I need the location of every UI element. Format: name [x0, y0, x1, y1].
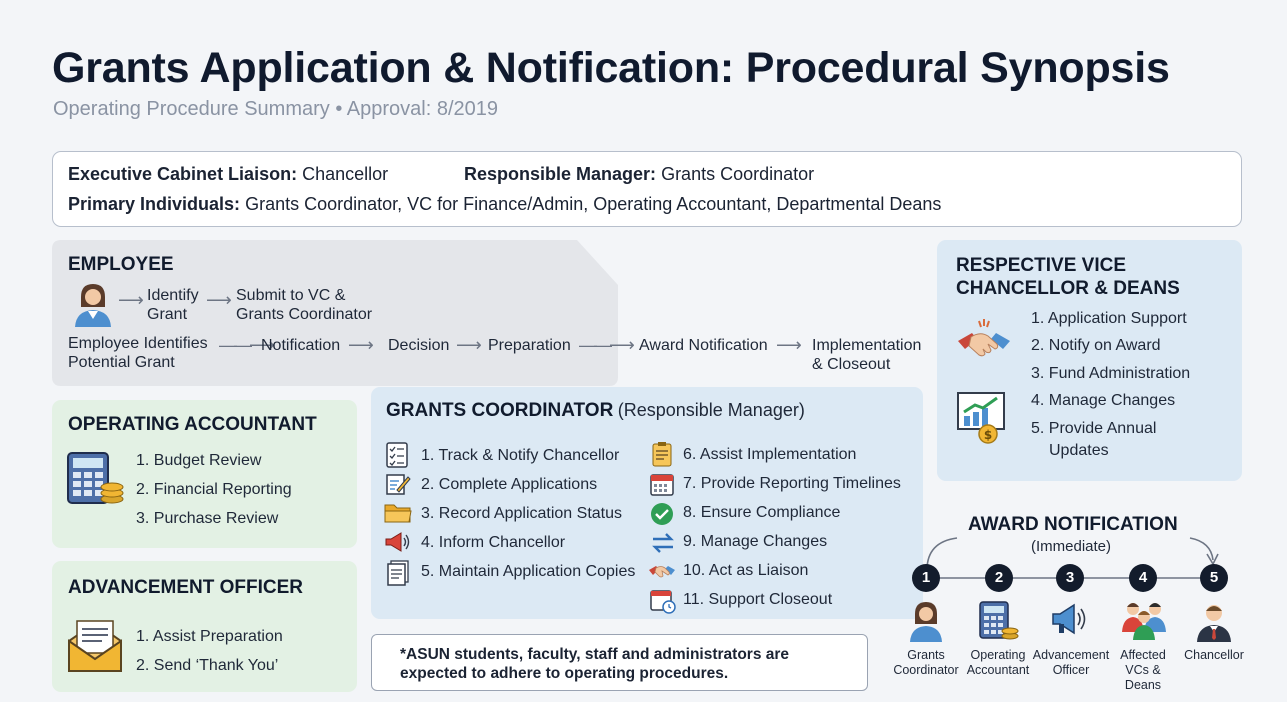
list-item: 5. Maintain Application Copies: [421, 563, 636, 580]
edit-form-icon: [385, 472, 411, 501]
arrow-icon: ⟶: [206, 290, 232, 310]
arrow-icon: ⟶: [348, 335, 374, 355]
award-step-1-label: Grants Coordinator: [893, 648, 959, 677]
list-item: 1. Assist Preparation: [136, 628, 283, 645]
list-item: 1. Track & Notify Chancellor: [421, 447, 620, 464]
award-step-4-number: 4: [1129, 564, 1157, 592]
advancement-heading: ADVANCEMENT OFFICER: [68, 577, 304, 598]
svg-text:$: $: [983, 428, 993, 442]
award-step-5-number: 5: [1200, 564, 1228, 592]
primary-label: Primary Individuals:: [68, 194, 241, 214]
list-item: 5. Provide Annual: [1031, 419, 1157, 437]
page-subtitle: Operating Procedure Summary • Approval: 8/2019: [53, 98, 499, 120]
vice-heading: RESPECTIVE VICE CHANCELLOR & DEANS: [956, 255, 1180, 299]
award-step-1-number: 1: [912, 564, 940, 592]
award-subheading: (Immediate): [1031, 538, 1112, 555]
calculator-coins-icon: [978, 600, 1020, 647]
checklist-icon: [385, 442, 409, 473]
swap-arrows-icon: [650, 531, 676, 560]
megaphone-large-icon: [1050, 600, 1092, 645]
coordinator-list-right: [683, 440, 901, 614]
info-box: [52, 151, 1242, 227]
list-item: Updates: [1049, 442, 1109, 460]
flow-preparation: Preparation: [488, 337, 571, 354]
employee-person-icon: [73, 281, 113, 332]
flow-start: Employee Identifies Potential Grant: [68, 335, 208, 371]
list-item: 6. Assist Implementation: [683, 446, 857, 463]
group-people-icon: [1120, 598, 1168, 645]
list-item: 4. Inform Chancellor: [421, 534, 566, 551]
folder-icon: [384, 502, 412, 529]
award-step-4-label: Affected VCs & Deans: [1120, 648, 1166, 692]
vice-list: [1031, 305, 1190, 460]
adherence-note: *ASUN students, faculty, staff and administrators are expected to adhere to operating procedures.: [371, 634, 868, 691]
chancellor-person-icon: [1195, 600, 1233, 647]
advancement-list: [136, 622, 283, 680]
flow-notification: Notification: [261, 337, 341, 354]
list-item: 1. Application Support: [1031, 310, 1187, 327]
envelope-letter-icon: [66, 617, 124, 680]
flow-decision: Decision: [388, 337, 450, 354]
check-circle-icon: [650, 502, 674, 531]
award-heading: AWARD NOTIFICATION: [968, 514, 1178, 535]
liaison-label: Executive Cabinet Liaison:: [68, 164, 298, 184]
coordinator-heading: GRANTS COORDINATOR (Responsible Manager): [386, 400, 805, 421]
list-item: 11. Support Closeout: [683, 591, 833, 608]
list-item: 1. Budget Review: [136, 452, 262, 469]
accountant-heading: OPERATING ACCOUNTANT: [68, 414, 317, 435]
flow-award: Award Notification: [639, 337, 768, 354]
employee-heading: EMPLOYEE: [68, 254, 174, 275]
manager-label: Responsible Manager:: [464, 164, 657, 184]
list-item: 10. Act as Liaison: [683, 562, 809, 579]
list-item: 4. Manage Changes: [1031, 392, 1176, 410]
liaison-line: [68, 164, 388, 185]
calendar-icon: [650, 472, 674, 501]
award-step-3-number: 3: [1056, 564, 1084, 592]
arrow-icon: ⟶: [776, 335, 802, 355]
document-copies-icon: [386, 560, 410, 591]
coordinator-person-icon: [908, 600, 944, 647]
step-identify: Identify Grant: [147, 287, 199, 323]
handshake-small-icon: [648, 560, 676, 587]
primary-line: [68, 194, 941, 215]
flow-end: Implementation & Closeout: [812, 337, 922, 373]
calculator-icon: [66, 451, 126, 512]
growth-chart-icon: [955, 390, 1011, 451]
arrow-icon: ——⟶: [219, 335, 272, 355]
award-step-2-number: 2: [985, 564, 1013, 592]
award-step-5-label: Chancellor: [1184, 648, 1244, 662]
list-item: 2. Notify on Award: [1031, 337, 1161, 355]
page-title: Grants Application & Notification: Procedural Synopsis: [52, 44, 1170, 92]
calendar-clock-icon: [650, 588, 676, 619]
list-item: 2. Send ‘Thank You’: [136, 657, 279, 674]
manager-line: [464, 164, 814, 185]
award-step-2-label: Operating Accountant: [966, 648, 1030, 677]
list-item: 3. Record Application Status: [421, 505, 623, 522]
manager-value: Grants Coordinator: [661, 164, 815, 184]
list-item: 2. Financial Reporting: [136, 481, 292, 498]
list-item: 8. Ensure Compliance: [683, 504, 841, 521]
list-item: 2. Complete Applications: [421, 476, 598, 493]
arrow-icon: ⟶: [456, 335, 482, 355]
arrow-icon: ⟶: [118, 290, 144, 310]
list-item: 3. Fund Administration: [1031, 364, 1191, 382]
clipboard-notes-icon: [651, 441, 673, 472]
liaison-value: Chancellor: [302, 164, 389, 184]
list-item: 7. Provide Reporting Timelines: [683, 475, 901, 492]
step-submit: Submit to VC & Grants Coordinator: [236, 287, 373, 323]
award-step-3-label: Advancement Officer: [1032, 648, 1110, 677]
handshake-icon: [955, 313, 1013, 374]
coordinator-list-left: [421, 441, 635, 586]
accountant-list: [136, 446, 292, 533]
list-item: 3. Purchase Review: [136, 510, 279, 527]
megaphone-icon: [384, 531, 412, 558]
primary-value: Grants Coordinator, VC for Finance/Admin, Operating Accountant, Departmental Deans: [245, 194, 942, 214]
arrow-icon: ——⟶: [579, 335, 632, 355]
list-item: 9. Manage Changes: [683, 533, 828, 550]
